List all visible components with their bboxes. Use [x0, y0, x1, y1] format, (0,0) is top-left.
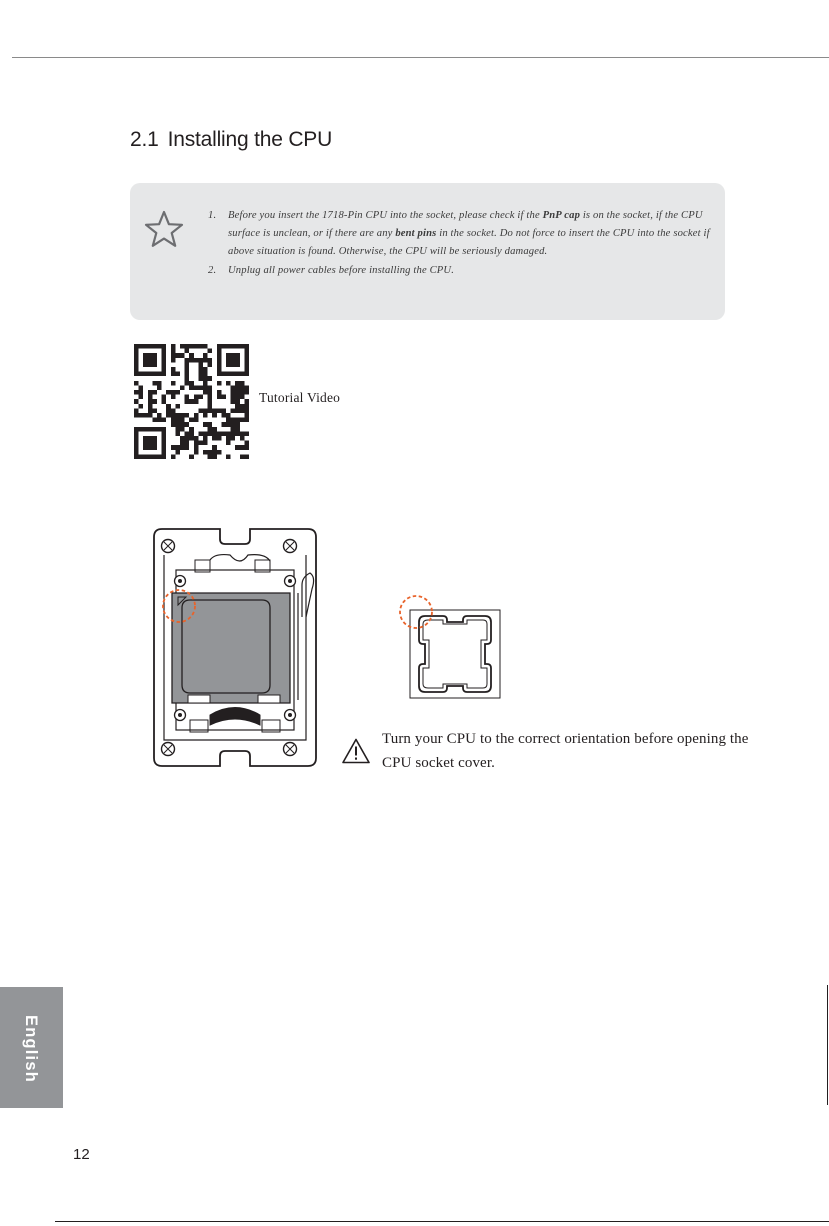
section-title-text: Installing the CPU	[167, 128, 333, 151]
page-number: 12	[73, 1146, 90, 1163]
note-item-text: Before you insert the 1718-Pin CPU into the socket, please check if the	[228, 210, 543, 221]
note-item-index: 2.	[208, 264, 217, 276]
note-item-text: is on the socket, if the CPU surface is unclean, or if there are any	[228, 210, 703, 240]
language-tab-label: English	[22, 1015, 40, 1083]
note-item-index: 1.	[208, 210, 217, 221]
warning-text: Turn your CPU to the correct orientation before opening the CPU socket cover.	[382, 731, 749, 771]
header-rule	[12, 57, 829, 58]
note-item-text: Unplug all power cables before installing the CPU.	[228, 264, 455, 276]
note-item-bold: bent pins	[395, 228, 437, 240]
section-title	[130, 128, 332, 152]
star-icon	[144, 210, 184, 248]
warning-triangle-icon	[341, 737, 371, 765]
section-number: 2.1	[130, 128, 159, 151]
note-item	[208, 262, 728, 280]
margin-mark	[827, 985, 828, 1105]
note-item-bold: PnP cap	[542, 210, 581, 221]
cpu-orientation-diagram	[385, 590, 505, 705]
cpu-socket-illustration	[150, 525, 320, 770]
note-item-text: in the socket. Do not force to insert the CPU into the socket if above situation is found. Otherwise, the CPU will be seriously damaged.	[228, 228, 710, 258]
qr-code[interactable]	[134, 344, 249, 459]
note-item	[208, 207, 728, 262]
footer-rule	[55, 1221, 829, 1222]
note-box	[130, 183, 725, 320]
tutorial-video-label: Tutorial Video	[259, 390, 341, 405]
note-list	[208, 207, 728, 280]
